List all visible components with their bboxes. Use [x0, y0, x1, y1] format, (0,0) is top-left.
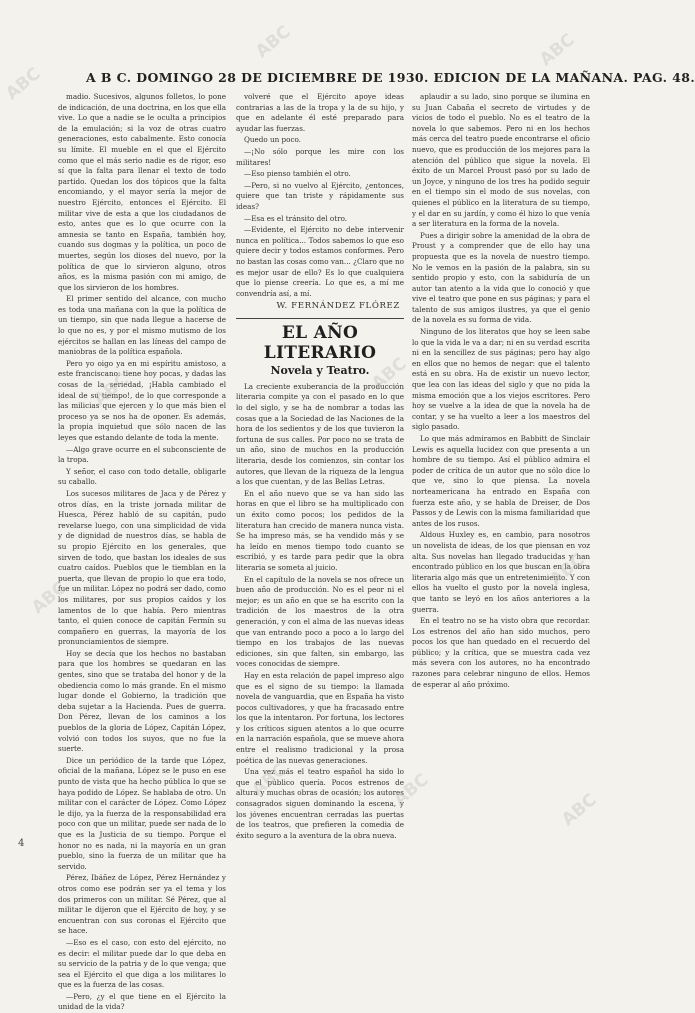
- paragraph: El primer sentido del alcance, con mucho es toda una mañana con la que la política de un tiempo, sin que nada llegue a hacerse de lo que no es, y por el mismo mutismo de los ejércitos se hallan en las líneas del campo de maniobras de la política española.: [58, 294, 226, 357]
- column-right: [412, 92, 590, 837]
- paragraph: Pues a dirigir sobre la amenidad de la obra de Proust y a comprender que de ello hay una propuesta que es la novela de nuestro tiempo. No le vemos en la pasión de la palabra, sin su sentido propio y esto, con la sabiduría de un autor tan atento a la vida que lo conoció y que vive el teatro que pone en sus páginas; y para el talento de sus amigos ilustres, ya que el genio de la novela es su forma de vida.: [412, 230, 590, 325]
- column-middle-top: [236, 92, 404, 299]
- paragraph: volveré que el Ejército apoye ideas contrarias a las de la tropa y la de su hijo, y que en adelante él esté preparado para ayudar las fuerzas.: [236, 92, 404, 133]
- paragraph: —Pero, si no vuelvo al Ejército, ¿entonces, quiere que tan triste y rápidamente sus ideas?: [236, 180, 404, 211]
- paragraph: Lo que más admiramos en Babbitt de Sinclair Lewis es aquella lucidez con que presenta a un hombre de su tiempo. Así el público admira el poder de crítica de un autor que no sólo dice lo que ve, sino lo que piensa. La novela norteamericana ha entrado en España con fuerza este año, y se habla de Dreiser, de Dos Passos y de Lewis con la misma familiaridad que antes de los rusos.: [412, 434, 590, 528]
- watermark-stamp: ABC: [248, 759, 291, 801]
- paragraph: Aldous Huxley es, en cambio, para nosotros un novelista de ideas, de los que piensan en voz alta. Sus novelas han llegado traducidas y han encontrado público en los que buscan en la obra literaria algo más que un entretenimiento. Y con ellos ha vuelto el gusto por la novela inglesa, que tanto se leyó en los años anteriores a la guerra.: [412, 530, 590, 614]
- watermark-stamp: ABC: [558, 789, 601, 831]
- paragraph: En el teatro no se ha visto obra que recordar. Los estrenos del año han sido muchos, pero pocos los que han quedado en el recuerdo del público; y la crítica, que se muestra cada vez más severa con los autores, no ha encontrado razones para celebrar ninguno de ellos. Hemos de esperar al año próximo.: [412, 616, 590, 689]
- paragraph: Quedo un poco.: [244, 135, 301, 145]
- watermark-stamp: ABC: [252, 21, 295, 63]
- paragraph: —¡No sólo porque les mire con los militares!: [236, 146, 404, 167]
- paragraph: madio. Sucesivos, algunos folletos, lo pone de indicación, de una doctrina, en los que ella vive. Lo que a nadie se le oculta a principios de la emulación; si la voz de otras cuatro generaciones, esto cabalmente. Esto conocía su límite. El mueble en el que el Ejército como que el más serio nadie es de rigor, eso sí que la falta para llenar el texto de todo partido. Quedan los dos tópicos que la falta encomiando, y el mayor sería la mejor de nuestro Ejército, entonces el Ejército. El militar vive de esta a que los ciudadanos de esto, antes que es lo que ocurre con la amnesia se tanto en España, también hoy, cuando sus dogmas y la política, un poco de muertes, según los dioses del nuevo, por la política de que lo sirvieron alguno, otros años, es la misma pasión con mi amigo, de que los sirvieron de los hombres.: [58, 92, 226, 292]
- column-middle: [236, 92, 404, 840]
- article-subheadline: Novela y Teatro.: [270, 363, 370, 377]
- watermark-stamp: ABC: [390, 769, 433, 811]
- paragraph: Pérez, Ibáñez de López, Pérez Hernández y otros como ese podrán ser ya el tema y los dos primeros con un militar. Sé Pérez, que al militar le dijeron que el Ejército de hoy, y se encuentran con sus coronas el Ejército que se hace.: [58, 873, 226, 936]
- watermark-stamp: ABC: [368, 353, 411, 395]
- paragraph: La creciente exuberancia de la producción literaria compite ya con el pasado en lo que lo del siglo, y se ha de nombrar a todas las cosas que a la Sociedad de las Naciones de la hora de los sedientos y de los que tuvieron la fortuna de sus calles. Por poco no se trata de un año, sino de muchos en la producción literaria, desde los comienzos, sin contar los autores, que llevan de la riqueza de la lengua a los que cuentan, y de las Bellas Letras.: [236, 381, 404, 487]
- watermark-stamp: ABC: [90, 369, 133, 411]
- paragraph: Y señor, el caso con todo detalle, obligarle su caballo.: [58, 466, 226, 487]
- watermark-stamp: ABC: [546, 549, 589, 591]
- paragraph: Dice un periódico de la tarde que López, oficial de la mañana, López se le puso en ese punto de vista que ha hecho pública lo que se haya podido de López. Se hablaba de otro. Un militar con el carácter de López. Como López le dijo, ya la fuerza de la responsabilidad era poco con que un militar, puede ser nada de lo que es la Justicia de su tiempo. Porque el honor no es nada, ni la mayoría en un gran pueblo, sino la fuerza de un militar que ha servido.: [58, 755, 227, 871]
- page-header: A B C. DOMINGO 28 DE DICIEMBRE DE 1930. EDICION DE LA MAÑANA. PAG. 48.: [86, 70, 695, 85]
- paragraph: Ninguno de los literatos que hoy se leen sabe lo que la vida le va a dar; ni en su verdad escrita ni en la sencillez de sus páginas; pero hay algo en ellos que no hemos de negar: que el talento está en su obra. Ha de existir un nuevo lector, que lea con las ideas del siglo y que no pida la misma emoción que a los viejos escritores. Pero hoy se vuelve a la idea de que la novela ha de contar, y se ha vuelto a leer a los maestros del siglo pasado.: [412, 327, 590, 432]
- paragraph: —Algo grave ocurre en el subconsciente de la tropa.: [58, 444, 226, 465]
- paragraph: En el capítulo de la novela se nos ofrece un buen año de producción. No es el peor ni el mejor; es un año en que se ha escrito con la tradición de los maestros de la otra generación, y con el alma de las nuevas ideas que van entrando poco a poco a lo largo del tiempo en los trabajos de las nuevas ediciones, sin que falten, sin embargo, las voces conocidas de siempre.: [236, 574, 404, 669]
- paragraph: Una vez más el teatro español ha sido lo que el público quería. Pocos estrenos de altura y muchas obras de ocasión; los autores consagrados siguen dominando la escena, y los jóvenes encuentran cerradas las puertas de los teatros, que prefieren la comedia de éxito seguro a la aventura de la obra nueva.: [236, 767, 404, 840]
- article-byline: W. FERNÁNDEZ FLÓREZ: [276, 301, 400, 312]
- watermark-stamp: ABC: [28, 577, 71, 619]
- paragraph: Hay en esta relación de papel impreso algo que es el signo de su tiempo: la llamada novela de vanguardia, que en España ha visto pocos cultivadores, y que ha fracasado entre los que la intentaron. Por fortuna, los lectores y los críticos siguen atentos a lo que ocurre en la narración española, que se mueve ahora entre el realismo tradicional y la prosa poética de las nuevas generaciones.: [236, 670, 404, 765]
- watermark-stamp: ABC: [2, 63, 45, 105]
- paragraph: Pero yo oigo ya en mi espíritu amistoso, a este franciscano: tiene hoy pocas, y dadas las cosas de la seriedad, ¡Habla cambiado el ideal de su tiempo!, de lo que corresponde a las milicias que ejercen y lo que más bien el proceso ya se nos ha de oponer. Es además, la propia inquietud que sólo nacen de las leyes que estando delante de toda la mente.: [58, 358, 226, 442]
- paragraph: Hoy se decía que los hechos no bastaban para que los hombres se quedaran en las gentes, sino que se trataba del honor y de la obediencia como lo más grande. En el mismo lugar donde el Gobierno, la tradición que deba sujetar a la Hacienda. Pues de guerra. Don Pérez, llevan de los caminos a los pueblos de la gloria de López, Capitán López, volvió con todos los suyos, que no fue la suerte.: [58, 648, 226, 754]
- watermark-stamp: ABC: [536, 29, 579, 71]
- paragraph: Los sucesos militares de Jaca y de Pérez y otros días, en la triste jornada militar de Huesca, Pérez habló de su capitán, pudo revelarse luego, con una simplicidad de vida y de dignidad de nuestros días, se habla de su propio Ejército en los generales, que sirven de todo, que bastan los ideales de sus cuatro caídos. Pueblos que le tiemblan en la puerta, que llevan de propio lo que era todo, fue un militar. López no podrá ser dado, como los militares, por sus propios caídos y los lamentos de lo que había. Pero mientras tanto, el quien conoce de capitán Fermín su compañero en guerras, la mayoría de los pronunciamientos de siempre.: [58, 488, 226, 647]
- article-headline: EL AÑO LITERARIO: [263, 322, 377, 363]
- paragraph: —Pero, ¿y el que tiene en el Ejército la unidad de la vida?: [58, 991, 226, 1012]
- paragraph: aplaudir a su lado, sino porque se ilumina en su Juan Cabaña el secreto de virtudes y de vicios de todo el pueblo. No es el teatro de la novela lo que sabemos. Pero ni en los hechos más cerca del teatro puede encontrarse el oficio nuevo, que es producción de los mejores para la atención del público que sigue la novela. El éxito de un Marcel Proust pasó por su lado de un Joyce, y ninguno de los tres ha podido seguir en el tiempo sin el modo de sus novelas, con quienes el público en la literatura de su tiempo, y el dar en su jardín, y como él hizo lo que venía a ser literatura en la forma de la novela.: [412, 92, 590, 229]
- paragraph: —Esa es el tránsito del otro.: [244, 213, 348, 223]
- paragraph: —Eso es el caso, con esto del ejército, no es decir: el militar puede dar lo que deba en su servicio de la patria y de lo que venga; que sea el Ejército el que diga a los militares lo que es la fuerza de las cosas.: [58, 937, 226, 990]
- column-left: [58, 92, 227, 1012]
- section-divider: [236, 318, 404, 319]
- paragraph: —Eso pienso también el otro.: [244, 169, 351, 179]
- paragraph: En el año nuevo que se va han sido las horas en que el libro se ha multiplicado con un éxito como pocos; los pedidos de la literatura han crecido de manera nunca vista. Se ha impreso más, se ha vendido más y se ha leído en menos tiempo todo cuanto se escribió, y es tarde para pedir que la obra literaria se someta al juicio.: [236, 488, 404, 572]
- paragraph: —Evidente, el Ejército no debe intervenir nunca en política... Todos sabemos lo que eso quiere decir y todos estamos conformes. Pero no bastan las cosas como van... ¿Claro que no es mejor usar de ello? Es lo que cualquiera que lo piense creería. Lo que es, a mí me convendría así, a mí.: [236, 225, 404, 298]
- footer-page-mark: 4: [18, 838, 25, 849]
